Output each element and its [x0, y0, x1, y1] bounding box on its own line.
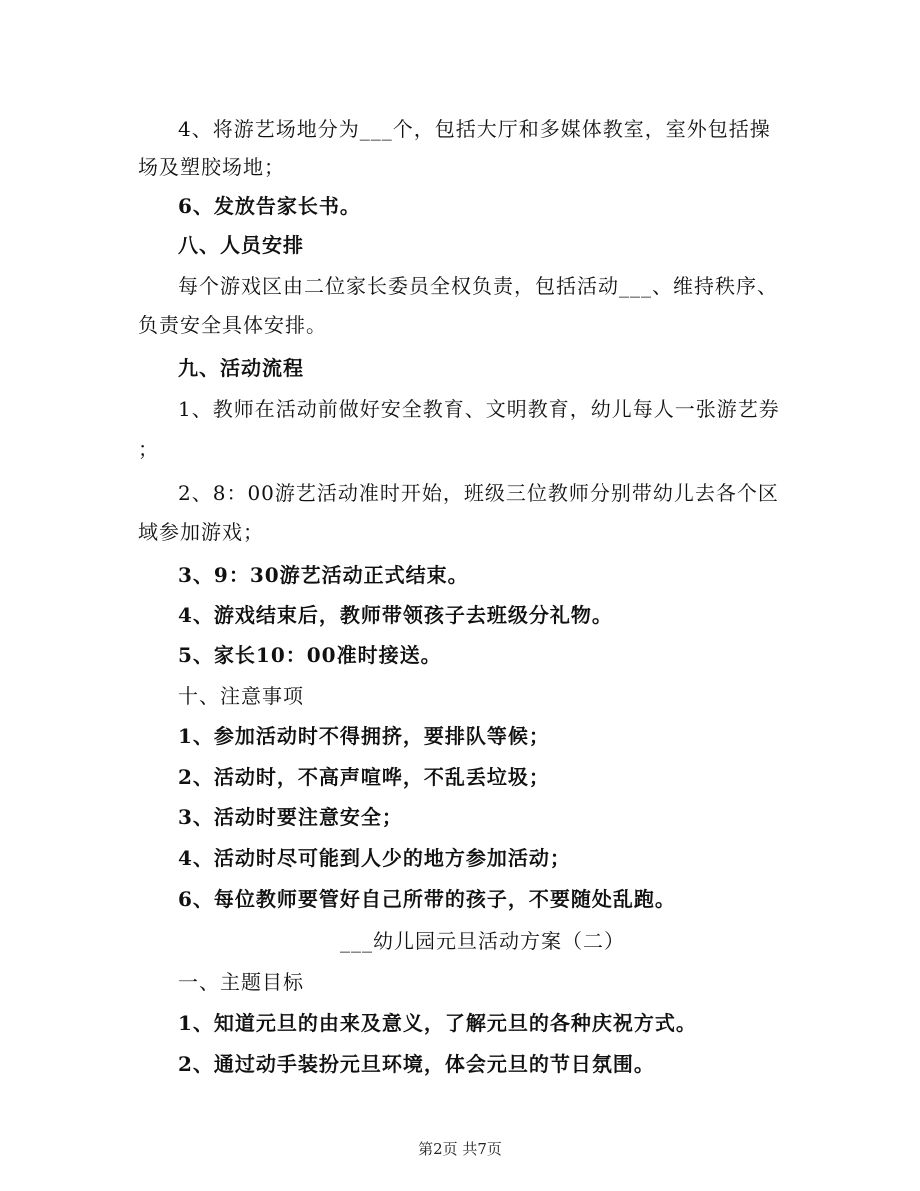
text-line: 3、9：30游艺活动正式结束。 [178, 563, 469, 587]
text-line: ； [138, 437, 159, 461]
text-line: 5、家长10：00准时接送。 [178, 643, 442, 667]
text-line: 1、参加活动时不得拥挤，要排队等候； [178, 724, 550, 748]
section-heading: 九、活动流程 [178, 356, 304, 380]
text-line: 负责安全具体安排。 [138, 313, 327, 337]
text-line: 2、8：00游艺活动准时开始，班级三位教师分别带幼儿去各个区 [178, 481, 779, 505]
text-line: 2、活动时，不高声喧哗，不乱丢垃圾； [178, 765, 550, 789]
text-line: 场及塑胶场地； [138, 155, 285, 179]
text-line: 3、活动时要注意安全； [178, 805, 403, 829]
section-title: ___幼儿园元旦活动方案（二） [340, 929, 625, 953]
text-line: 1、教师在活动前做好安全教育、文明教育，幼儿每人一张游艺券 [178, 397, 780, 421]
text-line: 4、活动时尽可能到人少的地方参加活动； [178, 846, 571, 870]
text-line: 4、将游艺场地分为___个，包括大厅和多媒体教室，室外包括操 [178, 117, 771, 141]
text-line: 域参加游戏； [138, 520, 264, 544]
text-line: 每个游戏区由二位家长委员全权负责，包括活动___、维持秩序、 [178, 274, 778, 298]
text-line: 1、知道元旦的由来及意义，了解元旦的各种庆祝方式。 [178, 1011, 697, 1035]
text-line: 2、通过动手装扮元旦环境，体会元旦的节日氛围。 [178, 1052, 655, 1076]
page-footer: 第2页 共7页 [418, 1140, 502, 1158]
text-line: 6、每位教师要管好自己所带的孩子，不要随处乱跑。 [178, 887, 676, 911]
section-heading: 一、主题目标 [178, 970, 304, 994]
text-line: 6、发放告家长书。 [178, 194, 361, 218]
section-heading: 八、人员安排 [178, 233, 304, 257]
text-line: 4、游戏结束后，教师带领孩子去班级分礼物。 [178, 603, 613, 627]
section-heading: 十、注意事项 [178, 684, 304, 708]
